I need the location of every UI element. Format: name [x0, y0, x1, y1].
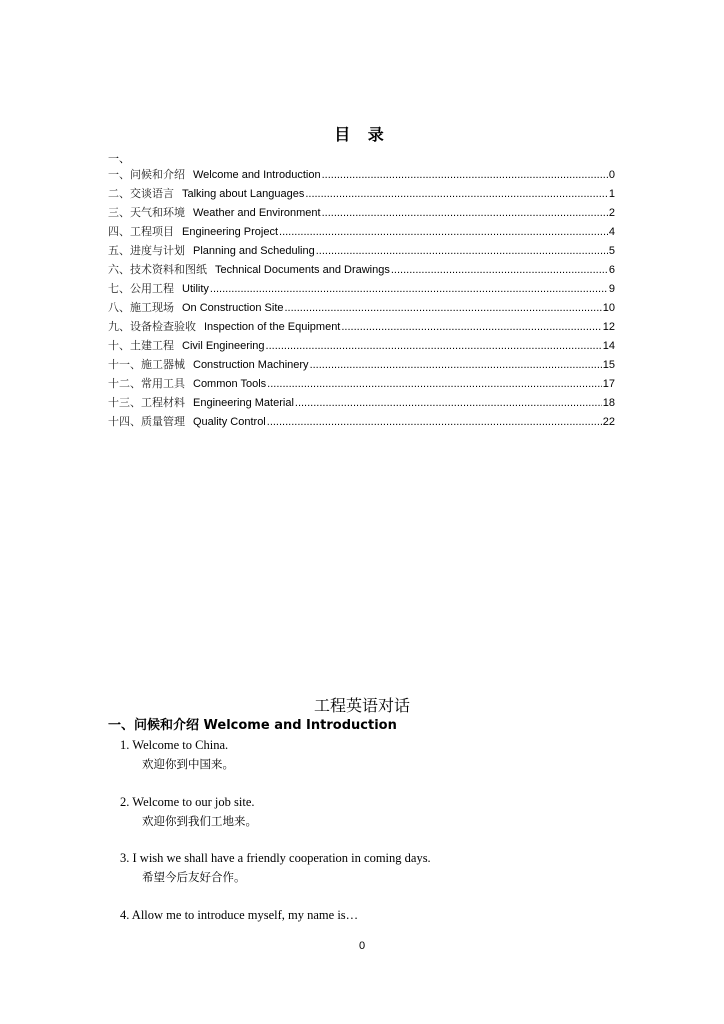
toc-entry-chinese-title: 五、进度与计划	[108, 244, 185, 257]
toc-entry-english-title: Inspection of the Equipment	[204, 321, 341, 333]
dialogue-chinese-translation: 欢迎你到中国来。	[142, 757, 234, 771]
toc-entry[interactable]	[108, 298, 615, 317]
toc-entry[interactable]	[108, 165, 615, 184]
toc-entry-english-title: Welcome and Introduction	[193, 169, 321, 181]
toc-entry-page-number: 10	[602, 302, 615, 314]
toc-dot-leader	[285, 299, 602, 318]
toc-entry[interactable]	[108, 222, 615, 241]
toc-dot-leader	[391, 261, 608, 280]
toc-entry-english-title: On Construction Site	[182, 302, 284, 314]
toc-entry-english-title: Construction Machinery	[193, 359, 309, 371]
toc-entry-page-number: 6	[608, 264, 615, 276]
toc-dot-leader	[210, 280, 608, 299]
toc-entry-chinese-title: 十三、工程材料	[108, 396, 185, 409]
toc-entry-chinese-title: 九、设备检查验收	[108, 320, 196, 333]
toc-title: 目 录	[334, 125, 390, 144]
toc-entry[interactable]	[108, 317, 615, 336]
toc-entry-english-title: Weather and Environment	[193, 207, 321, 219]
toc-dot-leader	[266, 337, 602, 356]
dialogue-chinese-translation: 欢迎你到我们工地来。	[142, 813, 257, 828]
document-title: 工程英语对话	[313, 696, 410, 715]
toc-dot-leader	[316, 242, 608, 261]
toc-dot-leader	[279, 223, 608, 242]
dialogue-item	[120, 849, 620, 906]
toc-entry-chinese-title: 十、土建工程	[108, 339, 174, 352]
toc-entry[interactable]	[108, 393, 615, 412]
dialogue-english-sentence: 2. Welcome to our job site.	[120, 794, 255, 809]
toc-entry-chinese-title: 三、天气和环境	[108, 206, 185, 219]
toc-entry-chinese-title: 四、工程项目	[108, 225, 174, 238]
dialogue-english-sentence: 1. Welcome to China.	[120, 738, 229, 752]
toc-entry-english-title: Technical Documents and Drawings	[215, 264, 390, 276]
toc-entry[interactable]	[108, 374, 615, 393]
table-of-contents	[108, 165, 615, 431]
page-number: 0	[358, 940, 366, 952]
dialogue-list	[120, 736, 620, 962]
toc-entry-page-number: 12	[602, 321, 615, 333]
toc-entry-chinese-title: 十一、施工器械	[108, 358, 185, 371]
toc-entry-chinese-title: 八、施工现场	[108, 301, 174, 314]
toc-entry-chinese-title: 一、问候和介绍	[108, 168, 185, 181]
dialogue-english-sentence: 3. I wish we shall have a friendly cooperation in coming days.	[120, 851, 431, 865]
dialogue-chinese-translation: 希望今后友好合作。	[142, 870, 246, 884]
toc-dot-leader	[341, 318, 601, 337]
toc-dot-leader	[322, 204, 608, 223]
dialogue-item	[120, 736, 620, 793]
toc-entry-page-number: 18	[602, 397, 615, 409]
section-heading: 一、问候和介绍 Welcome and Introduction	[108, 718, 397, 733]
toc-entry-page-number: 14	[602, 340, 615, 352]
toc-entry[interactable]	[108, 336, 615, 355]
toc-entry[interactable]	[108, 203, 615, 222]
toc-entry[interactable]	[108, 279, 615, 298]
toc-entry[interactable]	[108, 412, 615, 431]
toc-entry[interactable]	[108, 184, 615, 203]
toc-entry-page-number: 9	[608, 283, 615, 295]
toc-entry-page-number: 17	[602, 378, 615, 390]
dialogue-item	[120, 793, 620, 850]
toc-entry-english-title: Utility	[182, 283, 209, 295]
toc-entry-chinese-title: 六、技术资料和图纸	[108, 263, 207, 276]
toc-dot-leader	[267, 375, 602, 394]
toc-entry[interactable]	[108, 260, 615, 279]
toc-entry-page-number: 4	[608, 226, 615, 238]
toc-dot-leader	[305, 185, 608, 204]
toc-entry-page-number: 2	[608, 207, 615, 219]
toc-entry[interactable]	[108, 355, 615, 374]
toc-entry-chinese-title: 十四、质量管理	[108, 415, 185, 428]
toc-dot-leader	[322, 166, 608, 185]
toc-entry-page-number: 1	[608, 188, 615, 200]
toc-entry-english-title: Common Tools	[193, 378, 267, 390]
toc-entry-english-title: Engineering Material	[193, 397, 294, 409]
toc-entry-chinese-title: 二、交谈语言	[108, 187, 174, 200]
toc-entry-page-number: 15	[602, 359, 615, 371]
toc-entry-chinese-title: 七、公用工程	[108, 282, 174, 295]
toc-entry-english-title: Planning and Scheduling	[193, 245, 315, 257]
toc-entry-page-number: 0	[608, 169, 615, 181]
toc-entry-page-number: 22	[602, 416, 615, 428]
toc-entry-page-number: 5	[608, 245, 615, 257]
toc-dot-leader	[310, 356, 602, 375]
dialogue-item	[120, 906, 620, 963]
toc-entry-english-title: Talking about Languages	[182, 188, 305, 200]
toc-dot-leader	[295, 394, 602, 413]
toc-entry-english-title: Engineering Project	[182, 226, 279, 238]
toc-entry-english-title: Quality Control	[193, 416, 266, 428]
toc-entry-chinese-title: 十二、常用工具	[108, 377, 185, 390]
toc-entry[interactable]	[108, 241, 615, 260]
toc-dot-leader	[267, 413, 602, 432]
toc-entry-english-title: Civil Engineering	[182, 340, 265, 352]
dialogue-english-sentence: 4. Allow me to introduce myself, my name is…	[120, 907, 359, 922]
toc-lead-marker: 一、	[108, 152, 130, 165]
